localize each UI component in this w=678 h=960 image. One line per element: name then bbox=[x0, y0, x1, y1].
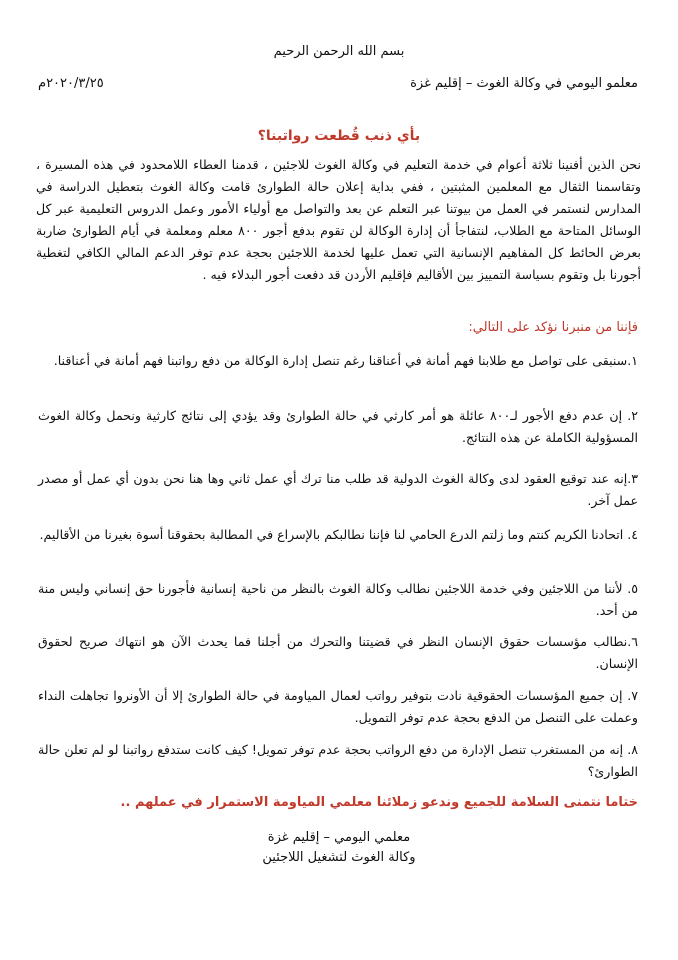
signature-line-2: وكالة الغوث لتشغيل اللاجئين bbox=[262, 850, 416, 865]
closing-statement: ختاما نتمنى السلامة للجميع وندعو زملائنا معلمي المياومة الاستمرار في عملهم .. bbox=[120, 795, 638, 810]
point-8: ٨. إنه من المستغرب تنصل الإدارة من دفع الرواتب بحجة عدم توفر تمويل! كيف كانت ستدفع رواتبنا لو لم تعلن حالة الطوارئ؟ bbox=[38, 742, 638, 779]
points-heading: فإننا من منبرنا نؤكد على التالي: bbox=[468, 320, 638, 335]
point-6: ٦.نطالب مؤسسات حقوق الإنسان النظر في قضيتنا والتحرك من أجلنا فما يحدث الآن هو انتهاك صريح لحقوق الإنسان. bbox=[38, 634, 638, 671]
point-3: ٣.إنه عند توقيع العقود لدى وكالة الغوث الدولية قد طلب منا ترك أي عمل ثاني وها هنا نحن بدون أي عمل أو مصدر عمل آخر. bbox=[38, 471, 638, 508]
header-organization: معلمو اليومي في وكالة الغوث – إقليم غزة bbox=[410, 76, 638, 91]
intro-paragraph: نحن الذين أفنينا ثلاثة أعوام في خدمة التعليم في وكالة الغوث للاجئين ، قدمنا العطاء اللامحدود في هذه المسيرة ، وتقاسمنا الثقال مع المعلمين المثبتين ، ففي بداية إعلان حالة الطوارئ قامت وكالة الغوث بتعطيل الدراسة في المدارس لنستمر في العمل من بيوتنا عبر التعلم عن بعد والتواصل مع أولياء الأمور وعمل الدروس التعليمية عبر كل الوسائل المتاحة مع الطلاب، لنتفاجأ أن إدارة الوكالة لن تقوم بدفع أجور ٨٠٠ معلم ومعلمة في أيام الطوارئ ضاربة بعرض الحائط كل المفاهيم الإنسانية التي تعمل عليها لخدمة اللاجئين بحجة عدم توفر الدعم المالي الكافي لتغطية أجورنا بل وتقوم بسياسة التمييز بين الأقاليم فإقليم الأردن قد دفعت أجور البدلاء فيه . bbox=[36, 157, 641, 282]
header-date: ٢٠٢٠/٣/٢٥م bbox=[38, 76, 104, 91]
point-7: ٧. إن جميع المؤسسات الحقوقية نادت بتوفير رواتب لعمال المياومة في حالة الطوارئ إلا أن الأونروا تجاهلت النداء وعملت على التنصل من الدفع بحجة عدم توفر التمويل. bbox=[38, 688, 638, 725]
point-1: ١.سنبقى على تواصل مع طلابنا فهم أمانة في أعناقنا رغم تنصل إدارة الوكالة من دفع رواتبنا فهم أمانة في أعناقنا. bbox=[53, 353, 638, 368]
point-4: ٤. اتحادنا الكريم كنتم وما زلتم الدرع الحامي لنا فإننا نطالبكم بالإسراع في المطالبة بحقوقنا أسوة بغيرنا من الأقاليم. bbox=[39, 527, 638, 542]
basmala: بسم الله الرحمن الرحيم bbox=[273, 44, 405, 59]
point-2: ٢. إن عدم دفع الأجور لـ٨٠٠ عائلة هو أمر كارثي في حالة الطوارئ وقد يؤدي إلى نتائج كارثية ونحمل وكالة الغوث المسؤولية الكاملة عن هذه النتائج. bbox=[38, 408, 638, 445]
signature-line-1: معلمي اليومي – إقليم غزة bbox=[267, 830, 411, 845]
document-title: بأي ذنب قُطعت رواتبنا؟ bbox=[257, 128, 421, 144]
point-5: ٥. لأننا من اللاجئين وفي خدمة اللاجئين نطالب وكالة الغوث بالنظر من ناحية إنسانية فأجورنا حق إنساني وليس منة من أحد. bbox=[38, 581, 638, 618]
